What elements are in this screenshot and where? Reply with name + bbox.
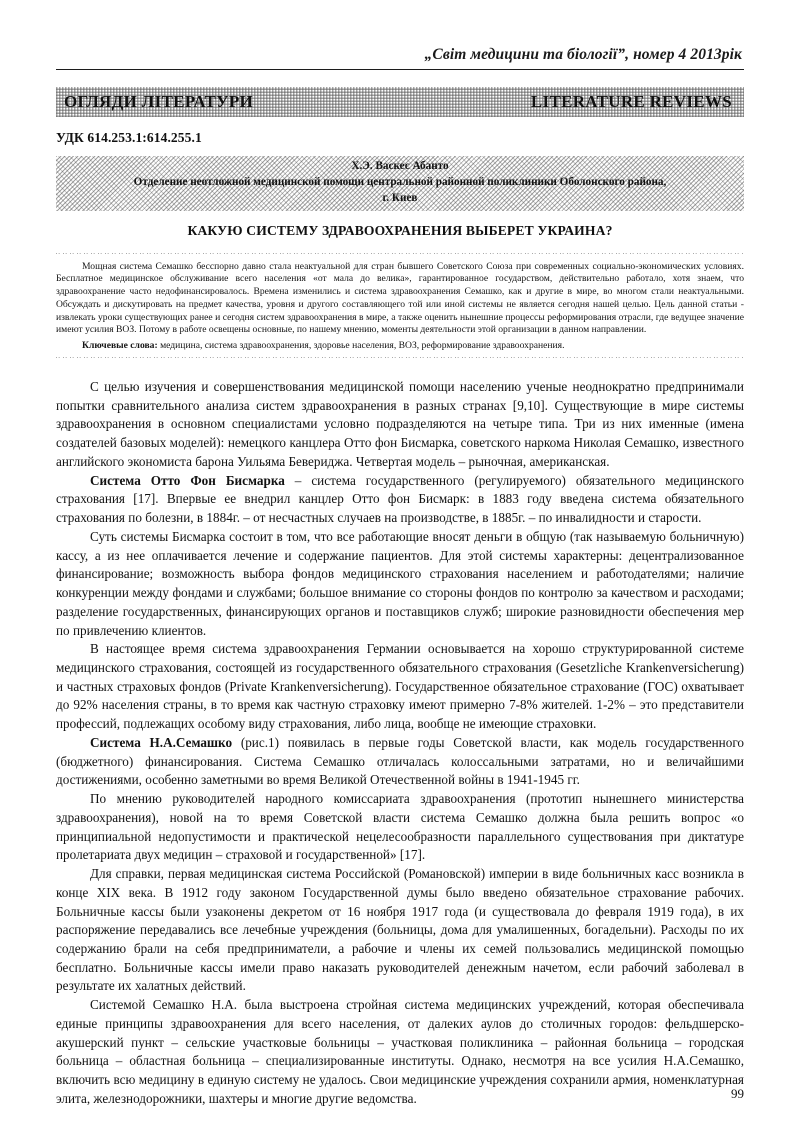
paragraph bbox=[56, 790, 744, 865]
paragraph bbox=[56, 472, 744, 528]
author-name: Х.Э. Васкес Абанто bbox=[351, 160, 449, 172]
paragraph bbox=[56, 996, 744, 1108]
paragraph-text: В настоящее время система здравоохранения Германии основывается на хорошо структурированной системе медицинского страхования, состоящей из государственного обязательного страхования (Gesetzliche Krankenversicherung) и частных страховых фондов (Private Krankenversicherung). Государственное обязательное страхование (ГОС) охватывает до 92% населения страны, в то время как частную страховку имеют примерно 7-8% жителей. 1-2% – это представители профессий, подлежащих особому виду страхования, либо лица, вообще не имеющие страховки. bbox=[56, 641, 744, 732]
author-affiliation-block bbox=[56, 156, 744, 211]
article-title: КАКУЮ СИСТЕМУ ЗДРАВООХРАНЕНИЯ ВЫБЕРЕТ УКРАИНА? bbox=[187, 222, 613, 238]
keywords-label: Ключевые слова: bbox=[82, 340, 158, 352]
paragraph-text: С целью изучения и совершенствования медицинской помощи населению ученые неоднократно предпринимали попытки сравнительного анализа систем здравоохранения в разных странах [9,10]. Существующие в мире системы здравоохранения в основном специалистами условно подразделяются на четыре типа. Три из них именные (имена создателей базовых моделей): немецкого канцлера Отто фон Бисмарка, советского наркома Николая Семашко, известного английского экономиста барона Уильяма Бевериджа. Четвертая модель – рыночная, американская. bbox=[56, 378, 744, 469]
keywords-text: медицина, система здравоохранения, здоровье населения, ВОЗ, реформирование здравоохранения. bbox=[157, 340, 565, 352]
section-band-title-english: LITERATURE REVIEWS bbox=[530, 92, 732, 111]
paragraph-lead: Система Отто Фон Бисмарка bbox=[90, 472, 285, 488]
udc-code: УДК 614.253.1:614.255.1 bbox=[56, 130, 202, 145]
paragraph-text: По мнению руководителей народного комиссариата здравоохранения (прототип нынешнего министерства здравоохранения), новой на то время Советской власти система Семашко должна была решить вопрос «о принципиальной недопустимости и практической нецелесообразности параллельного существования при диктатуре пролетариата двух медицин – страховой и государственной» [17]. bbox=[56, 791, 744, 863]
paragraph bbox=[56, 528, 744, 640]
paragraph-text: Системой Семашко Н.А. была выстроена стройная система медицинских учреждений, которая обеспечивала единые принципы здравоохранения для всего населения, от далеких аулов до столичных городов: фельдшерско-акушерский пункт – сельские участковые больницы – участковая поликлиника – районная больница – городская больница – областная больница – специализированные институты. Однако, несмотря на все усилия Н.А.Семашко, включить всю медицину в единую систему не удалось. Свои медицинские учреждения сохранили армия, номенклатурная элита, железнодорожники, шахтеры и многие другие ведомства. bbox=[56, 997, 744, 1106]
paragraph-text: Суть системы Бисмарка состоит в том, что все работающие вносят деньги в общую (так называемую больничную) кассу, а из нее оплачивается лечение и содержание пациентов. Для этой системы характерны: децентрализованное финансирование; возможность выбора фондов медицинского страхования населением и работодателями; наличие конкуренции между фондами и службами; большое внимание со стороны фондов по контролю за качеством и расходами; разделение государственных, финансирующих органов и поставщиков служб; широкие разновидности обеспечения мер по привлечению клиентов. bbox=[56, 528, 744, 638]
header-rule bbox=[56, 69, 744, 70]
running-head: „Світ медицини та біологіїˮ, номер 4 2013рік bbox=[424, 46, 742, 63]
page-number: 99 bbox=[731, 1086, 744, 1101]
body-text bbox=[56, 378, 744, 1109]
paragraph-lead: Система Н.А.Семашко bbox=[90, 734, 233, 750]
abstract-top-rule bbox=[56, 251, 744, 258]
section-band-title-ukrainian: ОГЛЯДИ ЛІТЕРАТУРИ bbox=[64, 92, 254, 111]
affiliation-line-2: г. Киев bbox=[382, 191, 418, 204]
section-band bbox=[56, 87, 744, 117]
paragraph bbox=[56, 640, 744, 734]
paragraph bbox=[56, 734, 744, 790]
paragraph-text: Для справки, первая медицинская система Российской (Романовской) империи в виде больничных касс возникла в конце XIX века. В 1912 году законом Государственной думы было введено обязательное страхование рабочих. Больничные кассы были узаконены декретом от 16 ноября 1917 года (и существовала до февраля 1919 года), в их распоряжение передавались все лечебные учреждения (больницы, дома для умалишенных, богадельни). Расходы по их содержанию брали на себя предприниматели, а рабочие и члены их семей пользовались медицинской помощью бесплатно. Больничные кассы имели право наказать руководителей денежным начетом, если рабочий заболевал в результате их халатных действий. bbox=[56, 866, 744, 994]
abstract-text: Мощная система Семашко бесспорно давно стала неактуальной для стран бывшего Советского Союза при современных социально-экономических условиях. Бесплатное медицинское обслуживание всего населения «от мала до велика», гарантированное государством, действительно работало, хотя знаем, что здравоохранение часто недофинансировалось. Времена изменились и система здравоохранения Семашко, как и другие в мире, во многом стали неактуальными. Обсуждать и дискутировать на предмет качества, уровня и другого составляющего той или иной системы не является сегодня нашей целью. Цель данной статьи - извлекать уроки существующих ранее и сегодня систем здравоохранения в мире, а также оценить нынешние процессы реформирования отрасли, где ведущее значение имеют усилия ВОЗ. Потому в работе освещены основные, по нашему мнению, моменты деятельности этой организации в данном направлении. bbox=[56, 260, 744, 336]
paragraph bbox=[56, 865, 744, 996]
paragraph-text: (рис.1) появилась в первые годы Советской власти, как модель государственного (бюджетного) финансирования. Система Семашко отличалась колоссальными затратами, но и величайшими достижениями, особенно заметными во время Великой Отечественной войны в 1941-1945 гг. bbox=[56, 734, 744, 788]
paragraph-text: – система государственного (регулируемого) обязательного медицинского страхования [17]. Впервые ее внедрил канцлер Отто фон Бисмарк: в 1883 году введена система обязательного страхования по болезни, в 1884г. – от несчастных случаев на производстве, в 1885г. – по инвалидности и старости. bbox=[56, 472, 744, 526]
paragraph bbox=[56, 378, 744, 472]
affiliation-line-1: Отделение неотложной медицинской помощи центральной районной поликлиники Оболонского района, bbox=[133, 175, 667, 188]
abstract-bottom-rule bbox=[56, 355, 744, 362]
keywords-line bbox=[56, 340, 744, 353]
